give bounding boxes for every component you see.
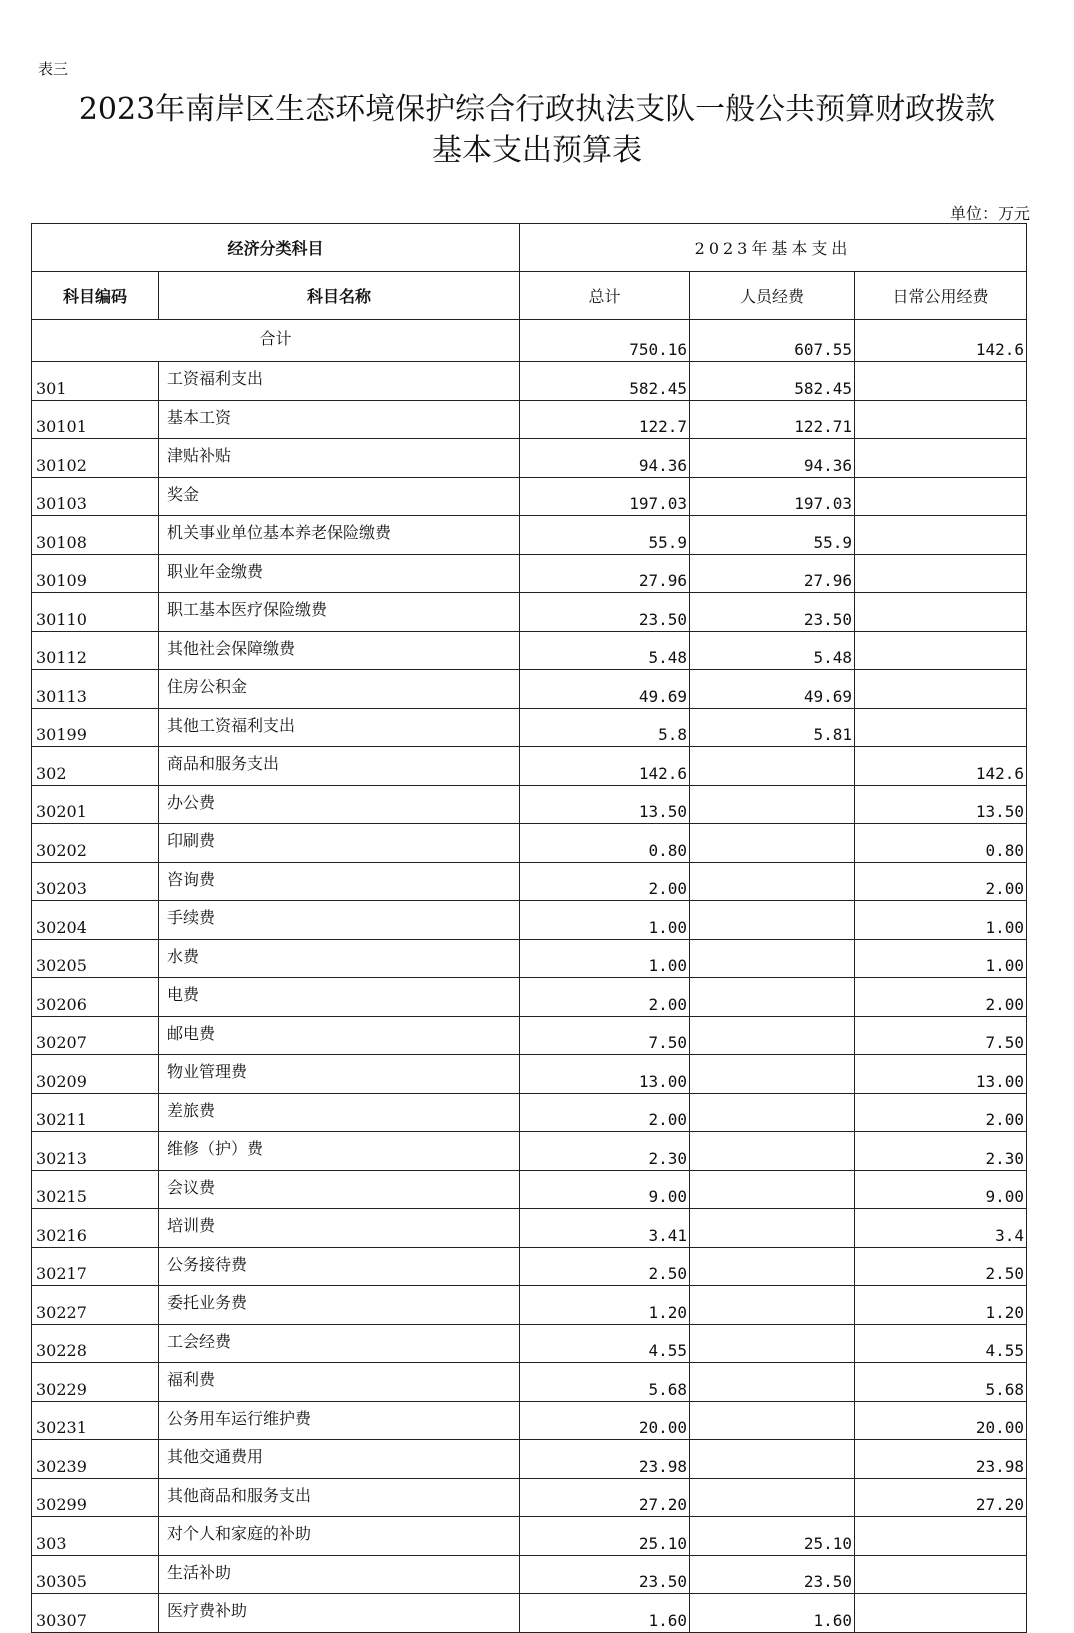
row-personnel: 23.50 — [690, 1555, 855, 1594]
row-personnel: 5.81 — [690, 708, 855, 747]
row-personnel: 5.48 — [690, 631, 855, 670]
row-name: 基本工资 — [159, 400, 520, 439]
row-name: 其他工资福利支出 — [159, 708, 520, 747]
row-name: 公务接待费 — [159, 1247, 520, 1286]
row-code: 30101 — [32, 400, 159, 439]
row-code: 302 — [32, 747, 159, 786]
row-public — [855, 477, 1027, 516]
row-name: 水费 — [159, 939, 520, 978]
table-row — [32, 1170, 1027, 1209]
row-public: 5.68 — [855, 1363, 1027, 1402]
table-row — [32, 362, 1027, 401]
row-personnel — [690, 901, 855, 940]
row-public: 1.00 — [855, 939, 1027, 978]
row-public: 13.50 — [855, 785, 1027, 824]
row-personnel — [690, 785, 855, 824]
total-sum: 750.16 — [520, 320, 690, 362]
row-public — [855, 400, 1027, 439]
row-public — [855, 631, 1027, 670]
table-row — [32, 593, 1027, 632]
row-public: 20.00 — [855, 1401, 1027, 1440]
row-total: 1.20 — [520, 1286, 690, 1325]
row-name: 医疗费补助 — [159, 1594, 520, 1633]
row-name: 会议费 — [159, 1170, 520, 1209]
row-code: 30231 — [32, 1401, 159, 1440]
row-personnel: 1.60 — [690, 1594, 855, 1633]
row-personnel — [690, 1440, 855, 1479]
header-total: 总计 — [520, 272, 690, 320]
row-name: 差旅费 — [159, 1093, 520, 1132]
row-public: 3.4 — [855, 1209, 1027, 1248]
row-name: 其他社会保障缴费 — [159, 631, 520, 670]
table-row — [32, 901, 1027, 940]
row-code: 30239 — [32, 1440, 159, 1479]
row-code: 30102 — [32, 439, 159, 478]
row-name: 机关事业单位基本养老保险缴费 — [159, 516, 520, 555]
row-personnel: 23.50 — [690, 593, 855, 632]
row-personnel: 55.9 — [690, 516, 855, 555]
table-row — [32, 1247, 1027, 1286]
table-row — [32, 708, 1027, 747]
table-row — [32, 1016, 1027, 1055]
row-personnel — [690, 1170, 855, 1209]
table-row — [32, 1440, 1027, 1479]
row-code: 30109 — [32, 554, 159, 593]
table-row — [32, 439, 1027, 478]
row-total: 23.98 — [520, 1440, 690, 1479]
row-personnel — [690, 1401, 855, 1440]
table-row — [32, 1478, 1027, 1517]
row-personnel — [690, 1055, 855, 1094]
row-code: 30228 — [32, 1324, 159, 1363]
row-name: 奖金 — [159, 477, 520, 516]
row-personnel: 25.10 — [690, 1517, 855, 1556]
row-name: 其他商品和服务支出 — [159, 1478, 520, 1517]
row-name: 培训费 — [159, 1209, 520, 1248]
total-label: 合计 — [32, 320, 520, 362]
row-code: 30215 — [32, 1170, 159, 1209]
row-personnel — [690, 1286, 855, 1325]
row-total: 1.00 — [520, 939, 690, 978]
table-row — [32, 1594, 1027, 1633]
row-total: 94.36 — [520, 439, 690, 478]
row-public: 0.80 — [855, 824, 1027, 863]
row-total: 2.00 — [520, 862, 690, 901]
row-total: 122.7 — [520, 400, 690, 439]
header-name: 科目名称 — [159, 272, 520, 320]
row-public — [855, 708, 1027, 747]
row-personnel: 582.45 — [690, 362, 855, 401]
row-total: 13.50 — [520, 785, 690, 824]
total-public: 142.6 — [855, 320, 1027, 362]
table-row — [32, 747, 1027, 786]
row-name: 公务用车运行维护费 — [159, 1401, 520, 1440]
row-public — [855, 1517, 1027, 1556]
row-personnel — [690, 939, 855, 978]
row-code: 30112 — [32, 631, 159, 670]
row-name: 办公费 — [159, 785, 520, 824]
row-public: 2.50 — [855, 1247, 1027, 1286]
total-row — [32, 320, 1027, 362]
row-code: 30110 — [32, 593, 159, 632]
row-total: 5.8 — [520, 708, 690, 747]
row-name: 电费 — [159, 978, 520, 1017]
row-total: 27.96 — [520, 554, 690, 593]
table-row — [32, 631, 1027, 670]
row-total: 2.50 — [520, 1247, 690, 1286]
table-row — [32, 1286, 1027, 1325]
row-total: 1.00 — [520, 901, 690, 940]
row-code: 30202 — [32, 824, 159, 863]
row-total: 1.60 — [520, 1594, 690, 1633]
row-public: 23.98 — [855, 1440, 1027, 1479]
header-column-row — [32, 272, 1027, 320]
row-name: 委托业务费 — [159, 1286, 520, 1325]
row-public: 142.6 — [855, 747, 1027, 786]
table-row — [32, 1093, 1027, 1132]
row-name: 职业年金缴费 — [159, 554, 520, 593]
row-code: 30217 — [32, 1247, 159, 1286]
row-code: 30199 — [32, 708, 159, 747]
row-public: 1.20 — [855, 1286, 1027, 1325]
table-row — [32, 1209, 1027, 1248]
table-row — [32, 1363, 1027, 1402]
row-total: 5.48 — [520, 631, 690, 670]
row-public — [855, 439, 1027, 478]
row-personnel: 94.36 — [690, 439, 855, 478]
row-code: 30209 — [32, 1055, 159, 1094]
row-public — [855, 362, 1027, 401]
row-code: 30206 — [32, 978, 159, 1017]
row-public: 2.30 — [855, 1132, 1027, 1171]
header-economic-classification: 经济分类科目 — [32, 224, 520, 272]
row-personnel — [690, 1247, 855, 1286]
row-personnel — [690, 1363, 855, 1402]
row-public: 27.20 — [855, 1478, 1027, 1517]
document-title-line2: 基本支出预算表 — [432, 133, 642, 168]
row-public — [855, 1555, 1027, 1594]
header-public: 日常公用经费 — [855, 272, 1027, 320]
row-personnel — [690, 1016, 855, 1055]
row-name: 咨询费 — [159, 862, 520, 901]
row-personnel: 27.96 — [690, 554, 855, 593]
row-total: 13.00 — [520, 1055, 690, 1094]
table-number-label: 表三 — [38, 60, 69, 78]
row-personnel: 122.71 — [690, 400, 855, 439]
row-personnel: 197.03 — [690, 477, 855, 516]
row-code: 30213 — [32, 1132, 159, 1171]
row-total: 49.69 — [520, 670, 690, 709]
row-name: 邮电费 — [159, 1016, 520, 1055]
row-public — [855, 516, 1027, 555]
row-name: 生活补助 — [159, 1555, 520, 1594]
unit-label: 单位：万元 — [949, 204, 1030, 223]
row-code: 30201 — [32, 785, 159, 824]
row-public: 1.00 — [855, 901, 1027, 940]
row-name: 维修（护）费 — [159, 1132, 520, 1171]
row-public: 9.00 — [855, 1170, 1027, 1209]
row-total: 27.20 — [520, 1478, 690, 1517]
row-code: 30227 — [32, 1286, 159, 1325]
row-public: 2.00 — [855, 978, 1027, 1017]
table-row — [32, 978, 1027, 1017]
row-total: 2.00 — [520, 1093, 690, 1132]
row-public: 2.00 — [855, 1093, 1027, 1132]
table-row — [32, 1401, 1027, 1440]
row-total: 20.00 — [520, 1401, 690, 1440]
row-total: 0.80 — [520, 824, 690, 863]
row-personnel — [690, 862, 855, 901]
row-code: 303 — [32, 1517, 159, 1556]
row-personnel — [690, 824, 855, 863]
row-personnel — [690, 978, 855, 1017]
row-code: 30307 — [32, 1594, 159, 1633]
row-public: 4.55 — [855, 1324, 1027, 1363]
row-total: 3.41 — [520, 1209, 690, 1248]
row-code: 301 — [32, 362, 159, 401]
row-name: 物业管理费 — [159, 1055, 520, 1094]
row-public — [855, 670, 1027, 709]
row-public: 2.00 — [855, 862, 1027, 901]
row-code: 30299 — [32, 1478, 159, 1517]
row-total: 2.00 — [520, 978, 690, 1017]
row-name: 津贴补贴 — [159, 439, 520, 478]
header-personnel: 人员经费 — [690, 272, 855, 320]
row-total: 9.00 — [520, 1170, 690, 1209]
row-public — [855, 554, 1027, 593]
row-total: 142.6 — [520, 747, 690, 786]
row-personnel — [690, 1478, 855, 1517]
row-total: 7.50 — [520, 1016, 690, 1055]
row-code: 30204 — [32, 901, 159, 940]
table-row — [32, 824, 1027, 863]
table-row — [32, 1055, 1027, 1094]
row-code: 30216 — [32, 1209, 159, 1248]
row-total: 197.03 — [520, 477, 690, 516]
row-total: 582.45 — [520, 362, 690, 401]
row-public — [855, 1594, 1027, 1633]
table-row — [32, 554, 1027, 593]
row-name: 对个人和家庭的补助 — [159, 1517, 520, 1556]
table-row — [32, 785, 1027, 824]
table-row — [32, 477, 1027, 516]
row-name: 其他交通费用 — [159, 1440, 520, 1479]
row-name: 手续费 — [159, 901, 520, 940]
budget-table — [31, 223, 1027, 1633]
row-name: 住房公积金 — [159, 670, 520, 709]
row-personnel: 49.69 — [690, 670, 855, 709]
row-personnel — [690, 1093, 855, 1132]
row-code: 30113 — [32, 670, 159, 709]
row-total: 25.10 — [520, 1517, 690, 1556]
row-name: 工资福利支出 — [159, 362, 520, 401]
row-total: 4.55 — [520, 1324, 690, 1363]
row-code: 30305 — [32, 1555, 159, 1594]
document-title-line1: 2023年南岸区生态环境保护综合行政执法支队一般公共预算财政拨款 — [78, 92, 996, 127]
row-public: 7.50 — [855, 1016, 1027, 1055]
row-code: 30207 — [32, 1016, 159, 1055]
row-public: 13.00 — [855, 1055, 1027, 1094]
row-code: 30211 — [32, 1093, 159, 1132]
table-row — [32, 1324, 1027, 1363]
row-code: 30205 — [32, 939, 159, 978]
row-personnel — [690, 747, 855, 786]
row-code: 30108 — [32, 516, 159, 555]
row-personnel — [690, 1132, 855, 1171]
total-personnel: 607.55 — [690, 320, 855, 362]
row-personnel — [690, 1209, 855, 1248]
row-total: 2.30 — [520, 1132, 690, 1171]
row-personnel — [690, 1324, 855, 1363]
row-name: 印刷费 — [159, 824, 520, 863]
row-code: 30203 — [32, 862, 159, 901]
table-row — [32, 1517, 1027, 1556]
row-total: 5.68 — [520, 1363, 690, 1402]
header-group-row — [32, 224, 1027, 272]
row-public — [855, 593, 1027, 632]
row-total: 23.50 — [520, 593, 690, 632]
table-row — [32, 516, 1027, 555]
row-name: 福利费 — [159, 1363, 520, 1402]
header-code: 科目编码 — [32, 272, 159, 320]
row-code: 30229 — [32, 1363, 159, 1402]
table-row — [32, 400, 1027, 439]
row-name: 职工基本医疗保险缴费 — [159, 593, 520, 632]
table-row — [32, 670, 1027, 709]
row-code: 30103 — [32, 477, 159, 516]
row-total: 55.9 — [520, 516, 690, 555]
header-basic-expenditure: 2023年基本支出 — [520, 224, 1027, 272]
row-name: 工会经费 — [159, 1324, 520, 1363]
row-total: 23.50 — [520, 1555, 690, 1594]
table-row — [32, 1132, 1027, 1171]
table-row — [32, 939, 1027, 978]
row-name: 商品和服务支出 — [159, 747, 520, 786]
table-row — [32, 862, 1027, 901]
table-row — [32, 1555, 1027, 1594]
